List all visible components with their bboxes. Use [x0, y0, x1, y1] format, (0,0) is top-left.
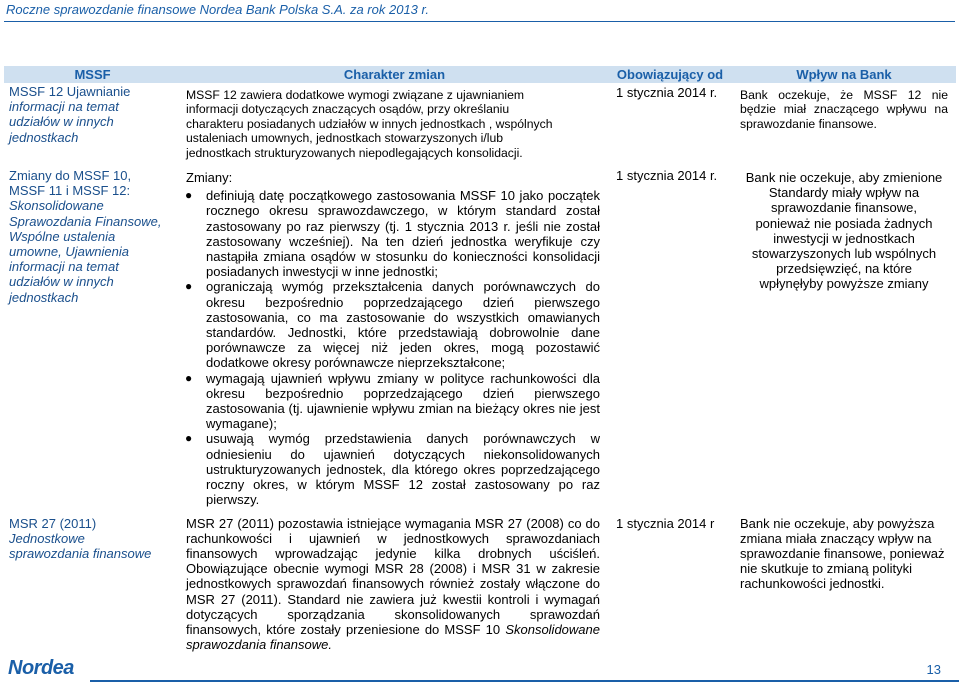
description-line: ustaleniach umownych, jednostkach stowarzyszonych i/lub [186, 131, 504, 146]
standard-name-line: Skonsolidowane [9, 198, 104, 214]
document-title: Roczne sprawozdanie finansowe Nordea Bank Polska S.A. za rok 2013 r. [6, 2, 429, 17]
change-description [181, 83, 608, 160]
description-line: charakteru posiadanych udziałów w innych jednostkach , wspólnych [186, 116, 553, 131]
list-item-text: definiują datę początkowego zastosowania MSSF 10 jako początek rocznego okresu sprawozdawczego, w którym standard został zastosowany po raz pierwszy (tj. 1 stycznia 2013 r. jeśli nie został zastosowany wcześniej). Na ten dzień jednostka weryfikuje czy nastąpiła zmiana osądów w stosunku do konieczności konsolidacji posiadanych inwestycji w inne jednostki; [206, 188, 600, 280]
standard-name-line: Jednostkowe [9, 530, 85, 546]
standard-name-line: Wspólne ustalenia [9, 228, 116, 244]
list-item-text: wymagają ujawnień wpływu zmiany w polityce rachunkowości dla okresu bezpośrednio poprzedzającego dzień pierwszego zastosowania (tj. ujawnienie wpływu zmian na bieżący okres nie jest wymagane); [206, 370, 600, 432]
standard-name-line: jednostkach [9, 289, 79, 305]
standard-name-line: udziałów w innych [9, 274, 114, 290]
bullet-icon: ● [185, 279, 193, 294]
standard-name-line: MSSF 12 Ujawnianie [9, 84, 131, 99]
standard-name-line: informacji na temat [9, 259, 119, 275]
standard-name-line: MSSF 11 i MSSF 12: [9, 183, 131, 199]
impact-line: Standardy miały wpływ na [768, 185, 920, 201]
impact-line: sprawozdanie finansowe, [771, 200, 917, 216]
effective-date: 1 stycznia 2014 r. [616, 85, 718, 100]
description-line: MSSF 12 zawiera dodatkowe wymogi związane z ujawnianiem [186, 88, 525, 102]
impact-line: wpłynęłyby powyższe zmiany [759, 276, 929, 292]
column-header-obowiazujacy: Obowiązujący od [608, 66, 732, 83]
description-line: informacji dotyczących znaczących osądów, przy określaniu [186, 102, 510, 117]
effective-date: 1 stycznia 2014 r. [616, 168, 718, 184]
bank-impact: Bank nie oczekuje, aby powyższa zmiana miała znaczący wpływ na sprawozdanie finansowe, ponieważ nie skutkuje to zmianą polityki rachunkowości jednostki. [740, 515, 945, 592]
standard-name-line: informacji na temat [9, 99, 119, 115]
standard-name [4, 508, 181, 653]
standard-name-line: Zmiany do MSSF 10, [9, 168, 132, 184]
standard-name-line: jednostkach [9, 129, 79, 145]
impact-line: przedsięwzięć, na które [776, 261, 912, 277]
impact-line: ponieważ nie posiada żadnych [755, 215, 933, 231]
description-line: jednostkach strukturyzowanych niepodlegających konsolidacji. [186, 145, 523, 160]
table-row [4, 160, 956, 507]
bank-impact: Bank oczekuje, że MSSF 12 nie będzie miał znaczącego wpływu na sprawozdanie finansowe. [740, 88, 948, 131]
list-item [185, 279, 600, 371]
table-row [4, 83, 956, 160]
bullet-icon: ● [185, 431, 193, 446]
column-header-wplyw: Wpływ na Bank [732, 66, 956, 83]
table-header-row [4, 66, 956, 83]
change-description [181, 160, 608, 507]
header-divider [4, 21, 955, 22]
list-item [185, 431, 600, 508]
logo-text: Nordea [8, 657, 74, 679]
list-item-text: ograniczają wymóg przekształcenia danych porównawczych do okresu bezpośrednio poprzedzającego dzień pierwszego zastosowania, co ma zastosowanie do wszystkich omawianych standardów. Jednostki, które przedstawiają dobrowolnie dane porównawcze za więcej niż jeden okres, mogą pozostawić dodatkowe okresy porównawcze nieprzekształcone; [206, 279, 600, 371]
standards-table [4, 66, 956, 652]
standard-name [4, 160, 181, 507]
impact-line: stowarzyszonych lub wspólnych [751, 246, 937, 262]
list-item [185, 188, 600, 280]
impact-line: inwestycji w jednostkach [773, 230, 915, 246]
changes-list [186, 188, 600, 507]
column-header-charakter: Charakter zmian [181, 66, 608, 83]
footer-divider [90, 680, 959, 682]
change-description [181, 508, 608, 653]
bullet-icon: ● [185, 188, 193, 203]
impact-line: Bank nie oczekuje, aby zmienione [745, 170, 943, 186]
table-row [4, 508, 956, 653]
description-italic-text: Skonsolidowane sprawozdania finansowe. [186, 621, 600, 653]
standard-name-line: sprawozdania finansowe [9, 545, 152, 561]
standard-name-line: Sprawozdania Finansowe, [9, 213, 162, 229]
column-header-mssf: MSSF [4, 66, 181, 83]
description-text: MSR 27 (2011) pozostawia istniejące wymagania MSR 27 (2008) co do rachunkowości i ujawnień w jednostkowych sprawozdaniach finansowych wprowadzając jedynie kilka drobnych uściśleń. Obowiązujące obecnie wymogi MSR 28 (2008) i MSR 31 w zakresie jednostkowych sprawozdań finansowych również zostały włączone do MSR 27 (2011). Standard nie zawiera już kwestii kontroli i wymagań dotyczących sporządzania skonsolidowanych sprawozdań finansowych, które zostały przeniesione do MSSF 10 [186, 515, 600, 637]
list-item [185, 370, 600, 432]
list-item-text: usuwają wymóg przedstawienia danych porównawczych w odniesieniu do ujawnień dotyczących niekonsolidowanych ustrukturyzowanych jednostek, dla którego okres poprzedzającego roczny okres, w którym MSSF 12 został zastosowany po raz pierwszy. [206, 431, 600, 508]
bullet-icon: ● [185, 370, 193, 385]
page-number: 13 [926, 662, 941, 677]
standard-name-line: MSR 27 (2011) [9, 515, 97, 531]
effective-date: 1 stycznia 2014 r [616, 515, 715, 531]
changes-intro: Zmiany: [186, 170, 233, 186]
nordea-logo [8, 657, 74, 680]
standard-name-line: udziałów w innych [9, 114, 114, 130]
bank-impact [732, 160, 956, 507]
standard-name [4, 83, 181, 160]
standard-name-line: umowne, Ujawnienia [9, 244, 129, 260]
